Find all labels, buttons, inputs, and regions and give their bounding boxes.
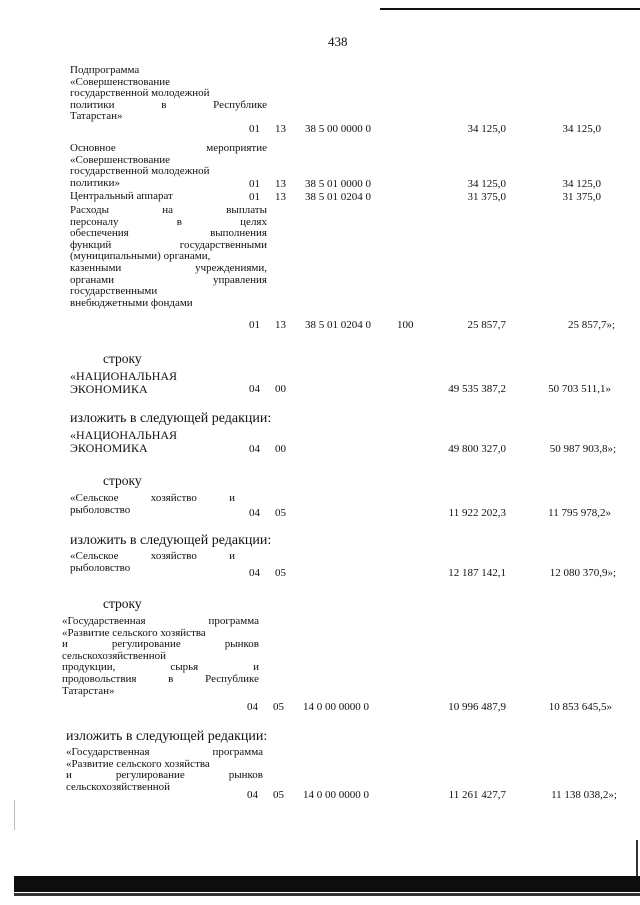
cell-value-1: 10 996 487,9 [448,701,506,713]
cell-pr: 13 [275,191,286,203]
cell-rz: 01 [249,123,260,135]
cell-pr: 05 [275,567,286,579]
cell-value-2: 34 125,0 [562,123,601,135]
cell-value-1: 31 375,0 [467,191,506,203]
cell-pr: 00 [275,443,286,455]
page-number: 438 [328,34,348,49]
cell-pr: 00 [275,383,286,395]
cell-rz: 01 [249,191,260,203]
cell-value-2: 10 853 645,5» [548,701,612,713]
cell-rz: 04 [249,507,260,519]
block-label: изложить в следующей редакции: [70,533,272,548]
cell-rz: 01 [249,319,260,331]
cell-value-2: 50 703 511,1» [548,383,611,395]
cell-value-1: 11 261 427,7 [448,789,506,801]
cell-csr: 38 5 01 0204 0 [305,191,371,203]
block-label: изложить в следующей редакции: [66,729,268,744]
cell-csr: 38 5 01 0000 0 [305,178,371,190]
block-text: «Государственная программа «Развитие сельского хозяйства и регулирование рынков сельскохозяйственной [66,746,263,793]
cell-value-1: 49 800 327,0 [448,443,506,455]
scan-border-bottom-line [14,893,640,896]
row-text: Подпрограмма «Совершенствование государственной молодежной политики в Республике Татарстан» [70,64,267,123]
cell-value-2: 25 857,7»; [567,319,615,331]
cell-value-1: 11 922 202,3 [448,507,506,519]
cell-csr: 14 0 00 0000 0 [303,701,369,713]
scan-border-bottom [14,876,640,892]
cell-value-2: 11 795 978,2» [548,507,611,519]
scan-artifact [14,800,15,830]
cell-vr: 100 [397,319,414,331]
cell-rz: 04 [249,383,260,395]
cell-csr: 38 5 01 0204 0 [305,319,371,331]
cell-rz: 04 [249,567,260,579]
row-text: Расходы на выплаты персоналу в целях обеспечения выполнения функций государственными (муниципальными) органами, казенными учреждениями, органами управления государственными внебюджетными фондами [70,204,267,309]
row-text: Центральный аппарат [70,190,173,202]
cell-rz: 01 [249,178,260,190]
cell-rz: 04 [247,789,258,801]
cell-pr: 13 [275,319,286,331]
cell-csr: 14 0 00 0000 0 [303,789,369,801]
block-text: «Государственная программа «Развитие сельского хозяйства и регулирование рынков сельскохозяйственной продукции, сырья и продовольствия в Республике Татарстан» [62,615,259,697]
cell-value-1: 34 125,0 [467,123,506,135]
block-label: строку [103,473,142,488]
cell-csr: 38 5 00 0000 0 [305,123,371,135]
cell-pr: 05 [273,789,284,801]
cell-value-1: 12 187 142,1 [448,567,506,579]
cell-pr: 13 [275,178,286,190]
block-text: «НАЦИОНАЛЬНАЯ ЭКОНОМИКА [70,369,178,396]
block-label: строку [103,596,142,611]
cell-value-2: 11 138 038,2»; [551,789,617,801]
row-text: Основное мероприятие «Совершенствование государственной молодежной политики» [70,142,267,189]
block-text: «Сельское хозяйство и рыболовство [70,550,235,574]
cell-value-2: 12 080 370,9»; [549,567,616,579]
cell-value-2: 31 375,0 [562,191,601,203]
block-text: «НАЦИОНАЛЬНАЯ ЭКОНОМИКА [70,428,178,455]
cell-pr: 05 [273,701,284,713]
cell-value-2: 50 987 903,8»; [549,443,616,455]
block-label: изложить в следующей редакции: [70,411,272,426]
cell-value-1: 49 535 387,2 [448,383,506,395]
scan-border-top [380,8,640,10]
cell-rz: 04 [249,443,260,455]
block-text: «Сельское хозяйство и рыболовство [70,492,235,516]
cell-pr: 05 [275,507,286,519]
cell-value-1: 25 857,7 [467,319,506,331]
cell-value-2: 34 125,0 [562,178,601,190]
cell-value-1: 34 125,0 [467,178,506,190]
block-label: строку [103,351,142,366]
cell-rz: 04 [247,701,258,713]
scan-border-right [636,840,638,880]
cell-pr: 13 [275,123,286,135]
